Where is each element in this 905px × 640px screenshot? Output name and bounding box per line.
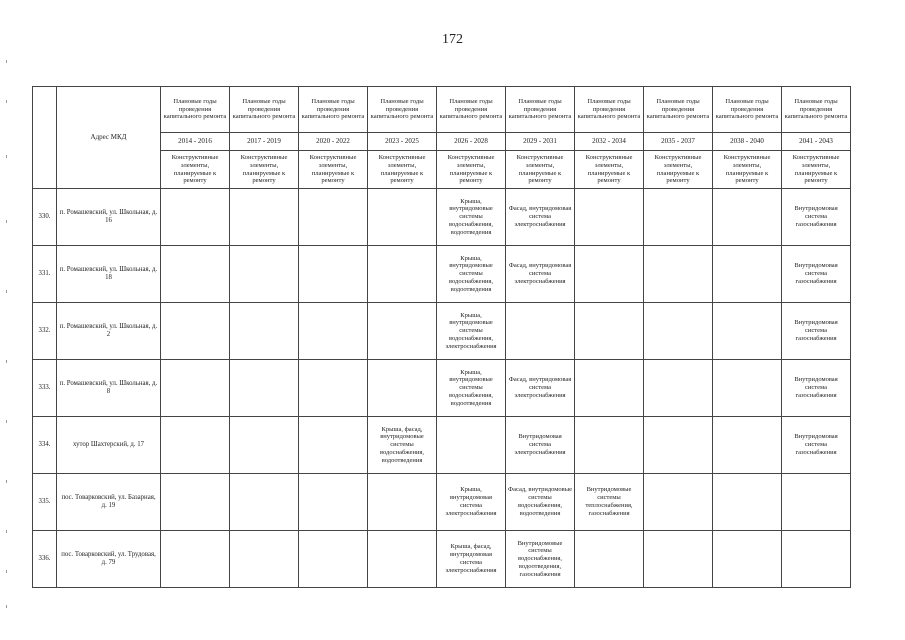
header-elements-cell: Конструктивные элементы, планируемые к ремонту bbox=[161, 151, 230, 189]
work-cell bbox=[713, 189, 782, 246]
work-cell bbox=[644, 360, 713, 417]
work-cell: Фасад, внутридомовая система электроснабжения bbox=[506, 246, 575, 303]
work-cell bbox=[713, 360, 782, 417]
header-elements-cell: Конструктивные элементы, планируемые к ремонту bbox=[368, 151, 437, 189]
row-number: 331. bbox=[33, 246, 57, 303]
table-row bbox=[33, 531, 851, 588]
work-cell bbox=[299, 360, 368, 417]
work-cell: Крыша, внутридомовые системы водоснабжения, водоотведения bbox=[437, 189, 506, 246]
table-row bbox=[33, 303, 851, 360]
work-cell bbox=[575, 360, 644, 417]
work-cell: Внутридомовая система газоснабжения bbox=[782, 360, 851, 417]
work-cell bbox=[713, 474, 782, 531]
work-cell: Внутридомовая система электроснабжения bbox=[506, 417, 575, 474]
page-number: 172 bbox=[442, 32, 463, 47]
work-cell bbox=[782, 474, 851, 531]
header-period-cell: 2041 - 2043 bbox=[782, 133, 851, 151]
row-number: 336. bbox=[33, 531, 57, 588]
header-period-cell: 2035 - 2037 bbox=[644, 133, 713, 151]
work-cell bbox=[575, 531, 644, 588]
header-period-cell: 2026 - 2028 bbox=[437, 133, 506, 151]
header-plan-years-cell: Плановые годы проведения капитального ремонта bbox=[230, 87, 299, 133]
table-row bbox=[33, 417, 851, 474]
work-cell bbox=[506, 303, 575, 360]
work-cell: Крыша, фасад, внутридомовые системы водоснабжения, водоотведения bbox=[368, 417, 437, 474]
work-cell bbox=[161, 474, 230, 531]
work-cell bbox=[299, 531, 368, 588]
work-cell: Внутридомовая система газоснабжения bbox=[782, 189, 851, 246]
row-address: п. Ромашевский, ул. Школьная, д. 8 bbox=[57, 360, 161, 417]
header-plan-years-cell: Плановые годы проведения капитального ремонта bbox=[299, 87, 368, 133]
header-plan-years-cell: Плановые годы проведения капитального ремонта bbox=[437, 87, 506, 133]
work-cell bbox=[299, 189, 368, 246]
work-cell bbox=[230, 474, 299, 531]
header-elements-cell: Конструктивные элементы, планируемые к ремонту bbox=[299, 151, 368, 189]
header-period-cell: 2038 - 2040 bbox=[713, 133, 782, 151]
row-number: 335. bbox=[33, 474, 57, 531]
work-cell bbox=[230, 303, 299, 360]
work-cell bbox=[299, 246, 368, 303]
header-plan-years-cell: Плановые годы проведения капитального ремонта bbox=[506, 87, 575, 133]
work-cell: Крыша, фасад, внутридомовая система электроснабжения bbox=[437, 531, 506, 588]
work-cell bbox=[575, 303, 644, 360]
header-period-cell: 2023 - 2025 bbox=[368, 133, 437, 151]
work-cell bbox=[575, 246, 644, 303]
work-cell bbox=[713, 531, 782, 588]
header-address-cell: Адрес МКД bbox=[57, 87, 161, 189]
table-body bbox=[33, 189, 851, 588]
work-cell bbox=[368, 531, 437, 588]
work-cell: Фасад, внутридомовые системы водоснабжения, водоотведения bbox=[506, 474, 575, 531]
header-elements-cell: Конструктивные элементы, планируемые к ремонту bbox=[506, 151, 575, 189]
work-cell bbox=[713, 246, 782, 303]
header-plan-years-cell: Плановые годы проведения капитального ремонта bbox=[161, 87, 230, 133]
work-cell: Крыша, внутридомовая система электроснабжения bbox=[437, 474, 506, 531]
header-elements-cell: Конструктивные элементы, планируемые к ремонту bbox=[713, 151, 782, 189]
work-cell bbox=[575, 189, 644, 246]
row-number: 332. bbox=[33, 303, 57, 360]
header-period-cell: 2032 - 2034 bbox=[575, 133, 644, 151]
header-elements-cell: Конструктивные элементы, планируемые к ремонту bbox=[644, 151, 713, 189]
header-plan-years-cell: Плановые годы проведения капитального ремонта bbox=[368, 87, 437, 133]
row-address: п. Ромашевский, ул. Школьная, д. 2 bbox=[57, 303, 161, 360]
header-plan-years-cell: Плановые годы проведения капитального ремонта bbox=[782, 87, 851, 133]
work-cell bbox=[644, 303, 713, 360]
header-period-cell: 2029 - 2031 bbox=[506, 133, 575, 151]
work-cell bbox=[368, 474, 437, 531]
work-cell bbox=[575, 417, 644, 474]
work-cell bbox=[644, 474, 713, 531]
work-cell: Внутридомовая система газоснабжения bbox=[782, 246, 851, 303]
table-row bbox=[33, 246, 851, 303]
work-cell bbox=[230, 246, 299, 303]
work-cell bbox=[437, 417, 506, 474]
work-cell bbox=[644, 189, 713, 246]
work-cell bbox=[299, 417, 368, 474]
work-cell bbox=[230, 531, 299, 588]
header-plan-years-cell: Плановые годы проведения капитального ремонта bbox=[644, 87, 713, 133]
header-number-cell bbox=[33, 87, 57, 189]
work-cell bbox=[161, 417, 230, 474]
row-address: пос. Товарковский, ул. Базарная, д. 19 bbox=[57, 474, 161, 531]
work-cell bbox=[299, 474, 368, 531]
work-cell bbox=[161, 246, 230, 303]
table-row bbox=[33, 189, 851, 246]
work-cell bbox=[368, 360, 437, 417]
header-elements-cell: Конструктивные элементы, планируемые к ремонту bbox=[230, 151, 299, 189]
header-period-cell: 2014 - 2016 bbox=[161, 133, 230, 151]
work-cell: Крыша, внутридомовые системы водоснабжения, водоотведения bbox=[437, 360, 506, 417]
work-cell bbox=[368, 303, 437, 360]
work-cell bbox=[230, 189, 299, 246]
table-row bbox=[33, 474, 851, 531]
row-address: хутор Шахтерский, д. 17 bbox=[57, 417, 161, 474]
work-cell bbox=[230, 417, 299, 474]
work-cell: Фасад, внутридомовая система электроснабжения bbox=[506, 360, 575, 417]
header-elements-cell: Конструктивные элементы, планируемые к ремонту bbox=[575, 151, 644, 189]
work-cell bbox=[161, 189, 230, 246]
work-cell bbox=[644, 531, 713, 588]
capital-repair-table bbox=[32, 86, 851, 588]
work-cell: Крыша, внутридомовые системы водоснабжения, водоотведения bbox=[437, 246, 506, 303]
row-address: п. Ромашевский, ул. Школьная, д. 16 bbox=[57, 189, 161, 246]
row-number: 330. bbox=[33, 189, 57, 246]
work-cell bbox=[161, 531, 230, 588]
header-plan-years-cell: Плановые годы проведения капитального ремонта bbox=[575, 87, 644, 133]
work-cell bbox=[644, 417, 713, 474]
work-cell: Внутридомовые системы теплоснабжения, газоснабжения bbox=[575, 474, 644, 531]
work-cell bbox=[782, 531, 851, 588]
header-elements-cell: Конструктивные элементы, планируемые к ремонту bbox=[437, 151, 506, 189]
work-cell bbox=[230, 360, 299, 417]
scan-margin-marks bbox=[6, 60, 8, 620]
work-cell bbox=[368, 246, 437, 303]
row-number: 334. bbox=[33, 417, 57, 474]
work-cell bbox=[713, 417, 782, 474]
work-cell bbox=[368, 189, 437, 246]
header-period-cell: 2020 - 2022 bbox=[299, 133, 368, 151]
header-period-cell: 2017 - 2019 bbox=[230, 133, 299, 151]
header-plan-years-cell: Плановые годы проведения капитального ремонта bbox=[713, 87, 782, 133]
table-row bbox=[33, 360, 851, 417]
work-cell: Крыша, внутридомовые системы водоснабжения, электроснабжения bbox=[437, 303, 506, 360]
header-elements-cell: Конструктивные элементы, планируемые к ремонту bbox=[782, 151, 851, 189]
row-address: п. Ромашевский, ул. Школьная, д. 18 bbox=[57, 246, 161, 303]
work-cell: Внутридомовые системы водоснабжения, водоотведения, газоснабжения bbox=[506, 531, 575, 588]
work-cell bbox=[713, 303, 782, 360]
work-cell: Внутридомовая система газоснабжения bbox=[782, 303, 851, 360]
row-address: пос. Товарковский, ул. Трудовая, д. 79 bbox=[57, 531, 161, 588]
work-cell bbox=[644, 246, 713, 303]
work-cell bbox=[161, 303, 230, 360]
work-cell: Внутридомовая система газоснабжения bbox=[782, 417, 851, 474]
work-cell bbox=[299, 303, 368, 360]
work-cell bbox=[161, 360, 230, 417]
header-row-plan-years bbox=[33, 87, 851, 133]
work-cell: Фасад, внутридомовая система электроснабжения bbox=[506, 189, 575, 246]
row-number: 333. bbox=[33, 360, 57, 417]
